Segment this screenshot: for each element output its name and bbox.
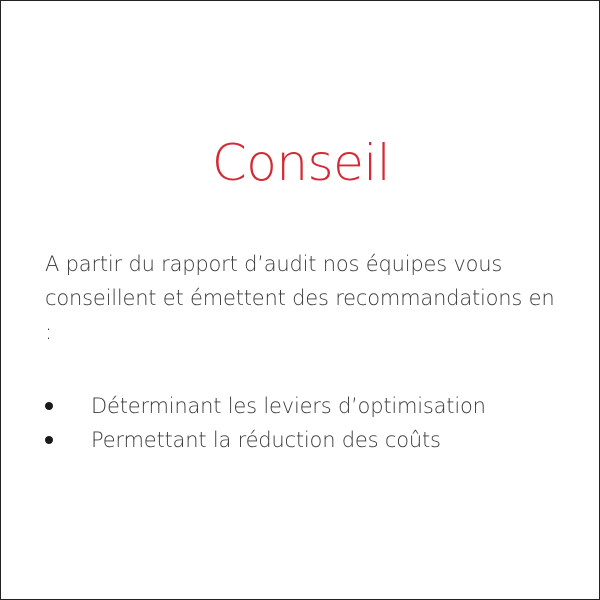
bullet-icon xyxy=(45,402,53,410)
list-item-label: Déterminant les leviers d’optimisation xyxy=(91,394,486,418)
bullet-icon xyxy=(45,436,53,444)
list-item xyxy=(45,423,585,457)
list-item-label: Permettant la réduction des coûts xyxy=(91,428,441,452)
page-title: Conseil xyxy=(211,134,391,192)
bullet-list xyxy=(45,389,585,457)
list-item xyxy=(45,389,585,423)
intro-paragraph: A partir du rapport d’audit nos équipes vous conseillent et émettent des recommandations en : xyxy=(45,252,555,344)
